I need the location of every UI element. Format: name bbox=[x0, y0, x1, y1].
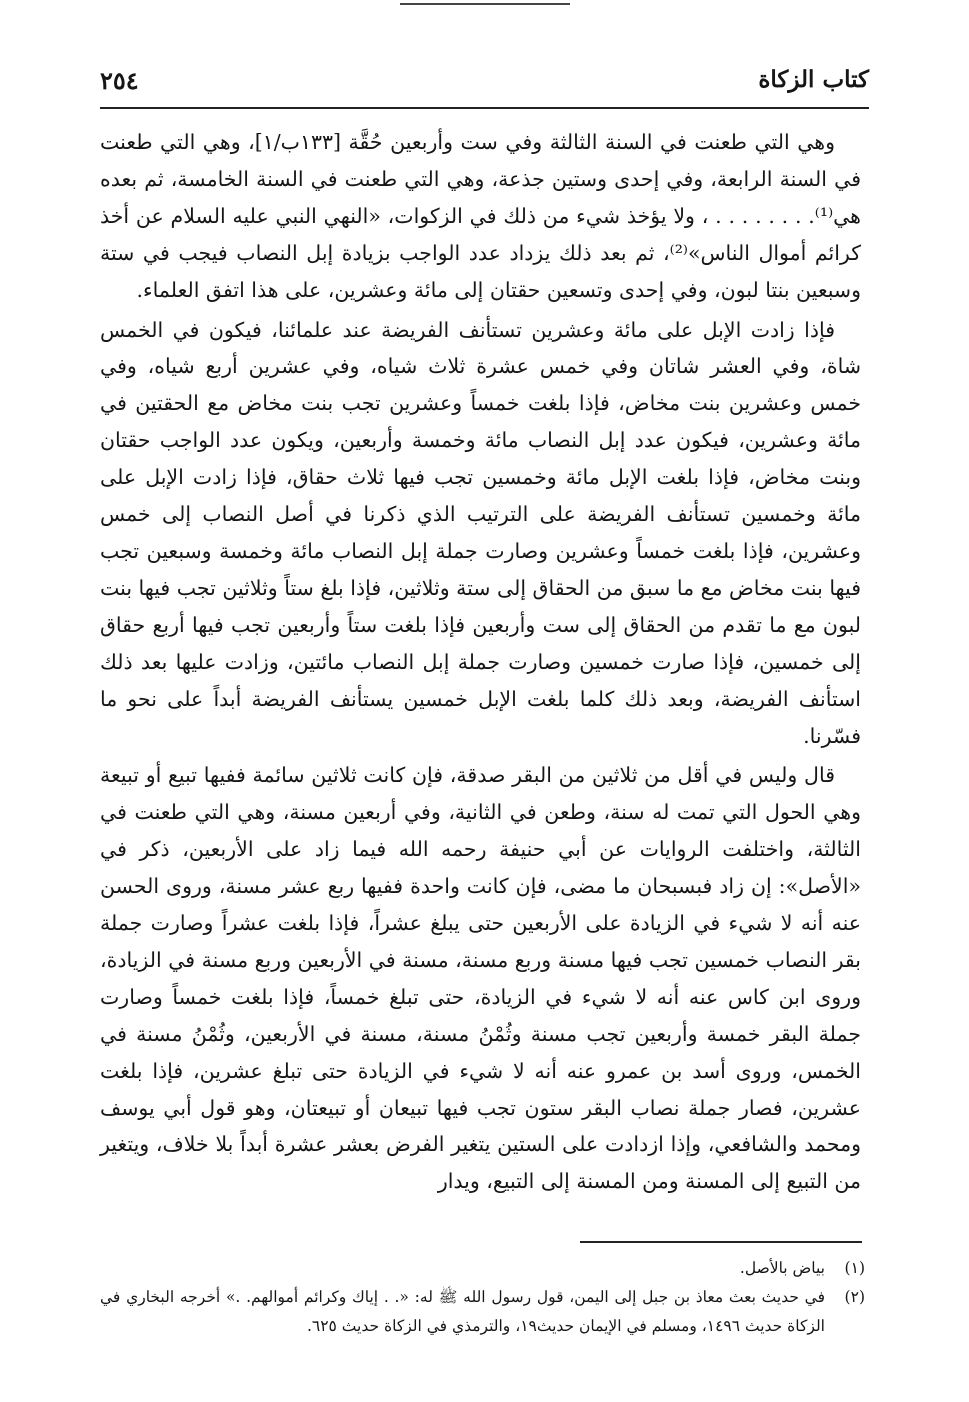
main-text bbox=[100, 124, 861, 1200]
footnote-number: (١) bbox=[844, 1259, 865, 1277]
paragraph-2: فإذا زادت الإبل على مائة وعشرين تستأنف الفريضة عند علمائنا، فيكون في الخمس شاة، وفي العشر شاتان وفي خمس عشرة ثلاث شياه، وفي عشرين أربع شياه، وفي خمس وعشرين بنت مخاض، فإذا بلغت خمساً وعشرين تجب بنت مخاض مع الحقتين في مائة وعشرين، فيكون عدد إبل النصاب مائة وخمسة وأربعين، ويكون عدد الواجب حقتان وبنت مخاض، فإذا بلغت الإبل مائة وخمسين تجب فيها ثلاث حقاق، فإذا زادت الإبل على مائة وخمسين تستأنف الفريضة على الترتيب الذي ذكرنا في أصل النصاب إلى خمس وعشرين، فإذا بلغت خمساً وعشرين وصارت جملة إبل النصاب مائة وخمسة وسبعين تجب فيها بنت مخاض مع ما سبق من الحقاق إلى ستة وثلاثين، فإذا بلغ ستاً وثلاثين تجب فيها بنت لبون مع ما تقدم من الحقاق إلى ست وأربعين فإذا بلغت ستاً وأربعين تجب فيها أربع حقاق إلى خمسين، فإذا صارت خمسين وصارت جملة إبل النصاب مائتين، وزادت عليها بعد ذلك استأنف الفريضة، وبعد ذلك كلما بلغت الإبل خمسين يستأنف الفريضة أبداً على نحو ما فسّرنا. bbox=[100, 317, 861, 748]
paragraph-1: وهي التي طعنت في السنة الثالثة وفي ست وأربعين حُقَّة [١٣٣ب/١]، وهي التي طعنت في السنة الرابعة، وفي إحدى وستين جذعة، وهي التي طعنت في السنة الخامسة، ثم بعده هي⁽¹⁾. . . . . . . . ، ولا يؤخذ شيء من ذلك في الزكوات، «النهي النبي عليه السلام عن أخذ كرائم أموال الناس»⁽²⁾، ثم بعد ذلك يزداد عدد الواجب بزيادة إبل النصاب فيجب في ستة وسبعين بنتا لبون، وفي إحدى وتسعين حقتان إلى مائة وعشرين، على هذا اتفق العلماء. bbox=[100, 130, 861, 302]
top-edge-mark bbox=[400, 3, 570, 5]
footnote-text: في حديث بعث معاذ بن جبل إلى اليمن، قول رسول الله ﷺ له: «. . إياك وكرائم أموالهم. .» أخرجه البخاري في الزكاة حديث ١٤٩٦، ومسلم في الإيمان حديث١٩، والترمذي في الزكاة حديث ٦٢٥. bbox=[100, 1288, 825, 1335]
footnote-number: (٢) bbox=[844, 1288, 865, 1306]
running-title: كتاب الزكاة bbox=[758, 66, 869, 93]
page-header bbox=[100, 66, 869, 106]
header-rule bbox=[100, 107, 869, 109]
footnote-text: بياض بالأصل. bbox=[739, 1259, 825, 1277]
footnote-1 bbox=[100, 1254, 865, 1283]
paragraph-3: قال وليس في أقل من ثلاثين من البقر صدقة، فإن كانت ثلاثين سائمة ففيها تبيع أو تبيعة وهي الحول التي تمت له سنة، وطعن في الثانية، وفي أربعين مسنة، وهي التي طعنت في الثالثة، واختلفت الروايات عن أبي حنيفة رحمه الله فيما زاد على الأربعين، ذكر في «الأصل»: إن زاد فبسبحان ما مضى، فإن كانت واحدة ففيها ربع عشر مسنة، وروى الحسن عنه أنه لا شيء في الزيادة على الأربعين حتى يبلغ عشراً، فإذا بلغت عشراً وصارت جملة بقر النصاب خمسين تجب فيها مسنة وربع مسنة، مسنة في الأربعين وربع مسنة في الزيادة، وروى ابن كاس عنه أنه لا شيء في الزيادة، حتى تبلغ خمساً، فإذا بلغت خمساً وصارت جملة البقر خمسة وأربعين تجب مسنة وثُمْنُ مسنة، مسنة في الأربعين، وثُمْنُ مسنة في الخمس، وروى أسد بن عمرو عنه أنه لا شيء في الزيادة حتى تبلغ عشرين، فإذا بلغت عشرين، فصار جملة نصاب البقر ستون تجب فيها تبيعان أو تبيعتان، وهو قول أبي يوسف ومحمد والشافعي، وإذا ازدادت على الستين يتغير الفرض بعشر عشرة أبداً بلا خلاف، ويتغير من التبيع إلى المسنة ومن المسنة إلى التبيع، ويدار bbox=[100, 763, 861, 1194]
footnotes bbox=[100, 1254, 865, 1341]
footnote-rule bbox=[580, 1241, 862, 1243]
footnote-2 bbox=[100, 1283, 865, 1341]
page-number: ٢٥٤ bbox=[100, 66, 139, 95]
